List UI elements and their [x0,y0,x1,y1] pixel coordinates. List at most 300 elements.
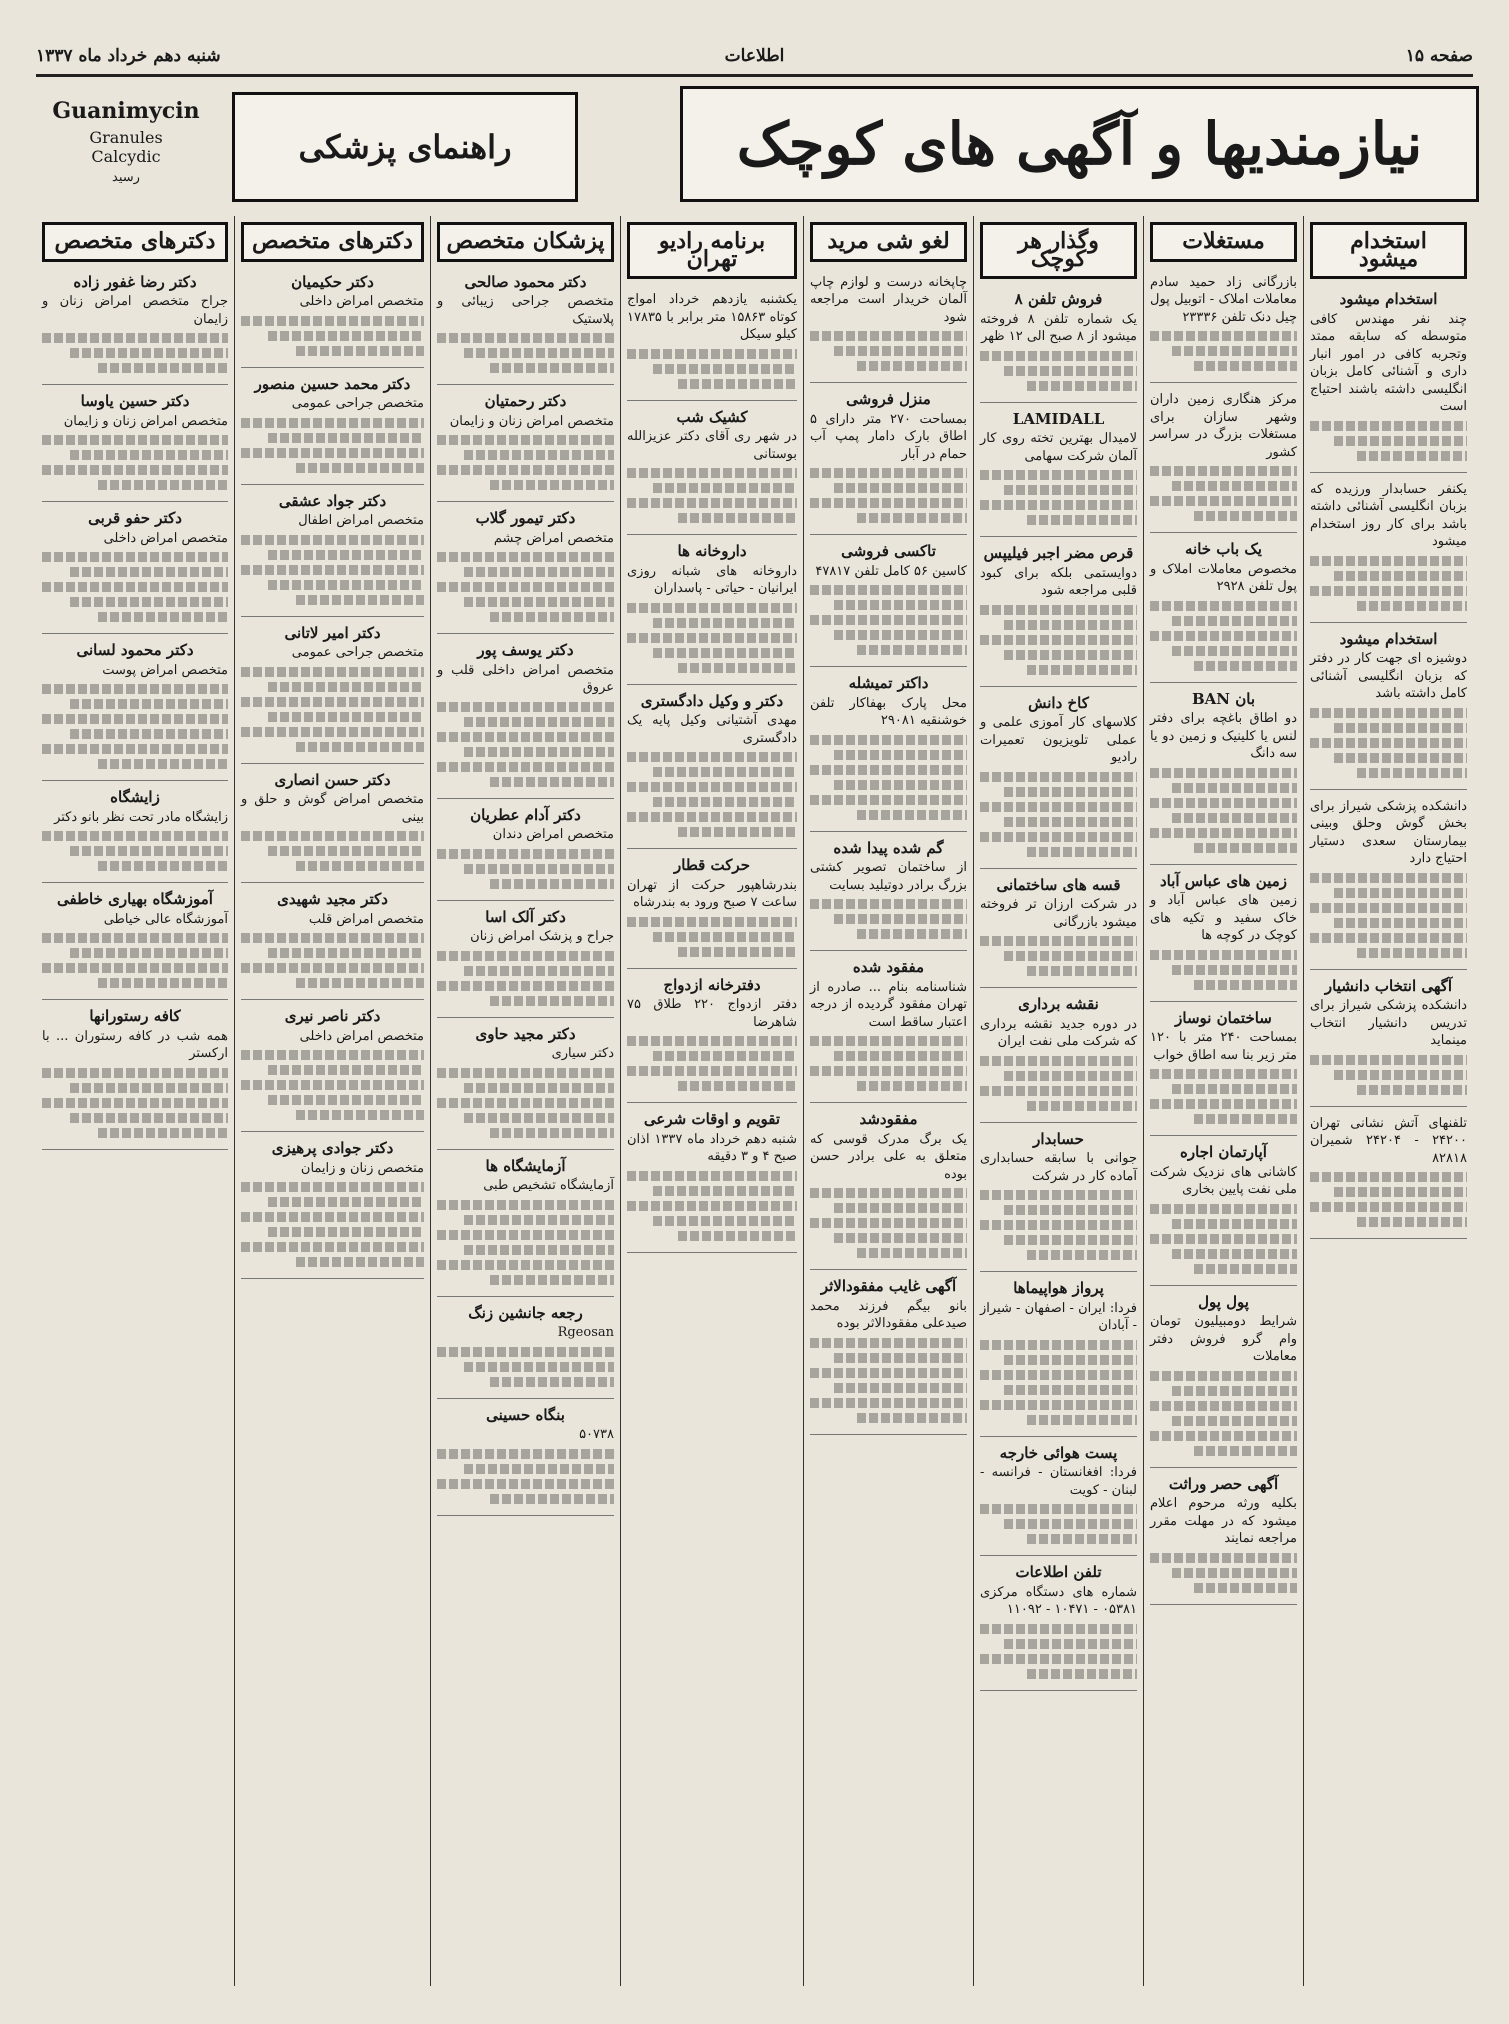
ad-text: مخصوص معاملات املاک و پول تلفن ۲۹۲۸ [1150,561,1297,594]
print-line [1172,1416,1297,1426]
classified-ad [980,1127,1137,1273]
ad-text: یکنفر حسابدار ورزیده که بزبان انگلیسی آشنائی داشته باشد برای کار روز استخدام میشود [1310,481,1467,549]
print-line [437,762,614,772]
print-line [810,795,967,805]
ad-title: بان BAN [1191,689,1255,708]
print-line [1357,1217,1467,1227]
print-line [241,1050,424,1060]
ad-text: متخصص جراحی عمومی [291,645,424,660]
print-line [653,648,798,658]
ad-title: فروش تلفن ۸ [1014,290,1103,308]
print-line [437,435,614,445]
print-line [980,832,1137,842]
print-line [653,1186,798,1196]
ad-title: دکتر حسن انصاری [274,770,391,789]
print-line [980,1654,1137,1664]
print-line [678,947,797,957]
print-line [1004,1355,1137,1365]
print-line [834,483,967,493]
print-line [857,1413,967,1423]
ad-title: قرص مضر اجبر فیلیپس [983,544,1134,562]
print-line [490,879,614,889]
ad-title: دفترخانه ازدواج [663,975,761,994]
classified-ad [627,287,797,401]
print-line [653,1216,798,1226]
print-line [464,1362,614,1372]
ad-title: کاخ دانش [1028,693,1089,712]
print-line [70,348,228,358]
print-line [268,1197,424,1207]
print-line [1150,601,1297,611]
print-line [1027,515,1137,525]
classified-ad [437,1022,614,1150]
print-line [98,978,228,988]
print-line [1334,571,1467,581]
ad-title: زمین های عباس آباد [1159,871,1288,890]
classified-ad [627,539,797,685]
ad-title: زایشگاه [110,788,160,806]
print-line [1357,601,1467,611]
print-line [437,465,614,475]
print-line [42,552,228,562]
print-line [437,1230,614,1240]
print-line [490,1494,614,1504]
print-line [1027,1534,1137,1544]
ad-text: متخصص امراض داخلی [103,530,228,546]
print-line [627,1201,797,1211]
classified-ad [42,270,228,386]
ad-title: دکتر حکیمیان [291,272,374,291]
ad-text: آزمایشگاه تشخیص طبی [483,1178,614,1193]
ad-list [627,287,797,1253]
classified-ad [1150,687,1297,865]
classified-ad [42,1004,228,1150]
print-line [437,951,614,961]
print-line [980,605,1137,615]
ad-text: متخصص امراض داخلی [299,1028,424,1044]
classified-ad [42,389,228,502]
newspaper-page [36,40,1473,2000]
print-line [1150,798,1297,808]
print-line [464,597,614,607]
print-line [437,333,614,343]
print-line [464,567,614,577]
ad-title: LAMIDALL [1012,409,1105,428]
ad-title: آزمایشگاه ها [485,1156,566,1175]
print-line [1150,1069,1297,1079]
print-line [980,1056,1137,1066]
print-line [1172,646,1297,656]
print-line [296,346,424,356]
print-line [98,612,228,622]
ad-title: ساختمان نوساز [1175,1008,1272,1027]
print-line [834,1051,967,1061]
ad-list [241,270,424,1280]
print-line [42,1098,228,1108]
print-line [653,364,798,374]
classified-ad [1150,869,1297,1002]
print-line [490,777,614,787]
ad-title: حسابدار [1033,1129,1084,1148]
print-line [1150,631,1297,641]
print-line [980,1400,1137,1410]
ad-title: پول پول [1198,1292,1249,1311]
print-line [980,500,1137,510]
print-line [1357,451,1467,461]
print-line [296,595,424,605]
print-line [980,772,1137,782]
print-line [268,846,424,856]
classified-ad [241,489,424,617]
print-line [810,1188,967,1198]
ad-title: آموزشگاه بهیاری خاطفی [57,890,213,908]
print-line [1172,783,1297,793]
print-line [1027,1101,1137,1111]
print-line [857,810,967,820]
print-line [241,667,424,677]
print-line [464,864,614,874]
print-line [464,966,614,976]
ad-text: شرایط دومبیلیون تومان وام گرو فروش دفتر معاملات [1150,1314,1297,1364]
ad-text: دفتر ازدواج ۲۲۰ طلاق ۷۵ شاهرضا [627,997,797,1030]
ad-text: شنبه دهم خرداد ماه ۱۳۳۷ اذان صبح ۴ و ۳ دقیقه [627,1131,797,1164]
section-heading: استخدام میشود [1310,222,1467,279]
logo-line-4: رسید [112,170,140,185]
ad-text: متخصص امراض داخلی [299,294,424,309]
print-line [1150,768,1297,778]
print-line [1172,616,1297,626]
print-line [1334,1187,1467,1197]
print-line [678,379,797,389]
print-line [678,663,797,673]
print-line [490,1377,614,1387]
print-line [1357,1085,1467,1095]
ad-title: حرکت قطار [674,856,750,874]
classified-ad [1310,627,1467,790]
print-line [810,899,967,909]
print-line [241,727,424,737]
classified-ad [980,287,1137,403]
classified-ad [810,671,967,832]
classified-ad [1310,287,1467,473]
ad-text: مهدی آشتیانی وکیل پایه یک دادگستری [627,713,797,746]
column-employment [1303,216,1473,1986]
section-heading: دکترهای متخصص [241,222,424,262]
print-line [810,1338,967,1348]
ad-text: چاپخانه درست و لوازم چاپ آلمان خریدار است مراجعه شود [810,274,967,325]
ad-title: گم شده پیدا شده [833,838,944,857]
ad-text: بانو بیگم فرزند محمد صیدعلی مفقودالاثر بوده [810,1298,967,1331]
classified-ad [241,621,424,764]
print-line [42,582,228,592]
print-line [1004,650,1137,660]
ad-title: نقشه برداری [1018,995,1099,1013]
ad-text: یک برگ مدرک قوسی که متعلق به علی برادر حسن بوده [810,1131,967,1182]
page-header [36,40,1473,77]
print-line [437,552,614,562]
print-line [1172,965,1297,975]
ad-text: کلاسهای کار آموزی علمی و عملی تلویزیون تعمیرات رادیو [980,715,1137,765]
print-line [437,732,614,742]
classified-ad [980,1276,1137,1437]
ad-text: دوایستمی بلکه برای کبود قلبی مراجعه شود [980,565,1137,598]
classified-ad [627,853,797,969]
ad-text: Rgeosan [557,1325,614,1340]
print-line [627,812,797,822]
print-line [70,729,228,739]
print-line [980,1370,1137,1380]
classified-ad [980,541,1137,687]
print-line [296,978,424,988]
classified-ad [980,992,1137,1123]
ad-text: متخصص زنان و زایمان [300,1160,424,1176]
print-line [268,712,424,722]
print-line [834,1233,967,1243]
print-line [268,331,424,341]
print-line [1004,1519,1137,1529]
medical-guide-box: راهنمای پزشکی [232,92,578,202]
classified-ad [1150,1140,1297,1286]
print-line [42,933,228,943]
print-line [834,630,967,640]
print-line [296,742,424,752]
ad-text: بازرگانی زاد حمید سادم معاملات املاک - اتوبیل پول چیل دنک تلفن ۲۳۳۳۶ [1150,274,1297,325]
ad-title: دکتر مجید حاوی [475,1024,576,1043]
classified-ad [241,768,424,884]
ad-title: قسه های ساختمانی [996,875,1121,894]
print-line [70,948,228,958]
ad-title: دکتر یوسف پور [477,641,574,659]
ad-list [810,270,967,1435]
print-line [810,1218,967,1228]
classified-ad [1150,537,1297,683]
logo-line-3: Calcydic [91,147,161,166]
column-sales [803,216,973,1986]
classified-ad [437,803,614,901]
print-line [1027,381,1137,391]
print-line [627,349,797,359]
print-line [98,363,228,373]
logo-line-2: Granules [89,128,163,147]
print-line [1150,1553,1297,1563]
ad-title: دکتر رضا غفور زاده [73,272,197,291]
print-line [1172,813,1297,823]
print-line [437,1260,614,1270]
classified-ad [42,638,228,781]
ad-list [42,270,228,1150]
classified-ad [627,1107,797,1253]
ad-text: متخصص امراض زنان و زایمان [63,413,228,429]
ad-text: تلفنهای آتش نشانی تهران ۲۴۲۰۰ - ۲۴۲۰۴ شمیران ۸۲۸۱۸ [1310,1115,1467,1166]
classified-ad [241,887,424,1000]
ad-title: پرواز هواپیماها [1013,1279,1104,1297]
print-line [1194,1114,1297,1124]
print-line [1150,1401,1297,1411]
print-line [1004,951,1137,961]
print-line [42,714,228,724]
print-line [464,1464,614,1474]
print-line [653,797,798,807]
print-line [1150,466,1297,476]
print-line [1004,1639,1137,1649]
ad-text: متخصص امراض زنان و زایمان [449,413,614,429]
ad-text: لامیدال بهترین تخته روی کار آلمان شرکت سهامی [980,431,1137,464]
print-line [42,1068,228,1078]
print-line [653,932,798,942]
print-line [1310,421,1467,431]
print-line [810,765,967,775]
classified-ad [1150,1290,1297,1468]
print-line [1150,1431,1297,1441]
print-line [834,780,967,790]
ad-title: آگهی حصر وراثت [1168,1474,1279,1493]
classified-ad [241,1004,424,1132]
print-line [834,346,967,356]
ad-text: آموزشگاه عالی خیاطی [103,911,228,927]
classified-ad [980,1441,1137,1557]
print-line [810,1036,967,1046]
print-line [241,535,424,545]
classified-ad [980,407,1137,538]
print-line [834,1353,967,1363]
classified-ad [437,905,614,1018]
print-line [1027,665,1137,675]
print-line [627,1171,797,1181]
ad-title: داروخانه ها [677,542,747,560]
classified-ad [627,405,797,536]
print-line [1004,787,1137,797]
pharma-logo [36,98,216,194]
print-line [70,567,228,577]
print-line [1310,1172,1467,1182]
print-line [810,585,967,595]
print-line [490,480,614,490]
ad-title: دکتر محمد حسین منصور [254,374,411,393]
print-line [241,448,424,458]
print-line [1150,496,1297,506]
print-line [810,498,967,508]
print-line [857,361,967,371]
print-line [1310,903,1467,913]
ad-text: جراح متخصص امراض زنان و زایمان [42,294,228,327]
print-line [1004,485,1137,495]
print-line [241,1182,424,1192]
ad-title: دکتر امیر لاتانی [284,623,381,642]
classified-ad [437,1403,614,1516]
print-line [1172,1084,1297,1094]
column-radio-program [620,216,803,1986]
ad-title: مفقود شده [852,958,925,976]
print-line [296,1110,424,1120]
classified-ad [42,887,228,1000]
print-line [1150,1371,1297,1381]
print-line [980,1190,1137,1200]
print-line [980,1086,1137,1096]
print-line [627,633,797,643]
print-line [268,1227,424,1237]
print-line [42,684,228,694]
print-line [437,1347,614,1357]
ad-title: دکتر ناصر نیری [284,1007,381,1025]
print-line [810,735,967,745]
print-line [437,981,614,991]
print-line [1310,556,1467,566]
print-line [464,1245,614,1255]
print-line [1172,1568,1297,1578]
print-line [98,861,228,871]
print-line [653,1051,798,1061]
print-line [810,1368,967,1378]
ad-text: دو اطاق باغچه برای دفتر لنس یا کلینیک و زمین دو یا سه دانگ [1150,711,1297,761]
print-line [857,1248,967,1258]
ad-title: دکتر حسین یاوسا [80,392,190,410]
classified-ad [437,638,614,799]
classified-ad [810,270,967,384]
ad-list [437,270,614,1516]
print-line [627,782,797,792]
ad-title: آگهی انتخاب دانشیار [1324,976,1453,995]
print-line [627,498,797,508]
print-line [1310,708,1467,718]
print-line [1004,1205,1137,1215]
section-heading: وگذار هر کوچک [980,222,1137,279]
print-line [241,565,424,575]
print-line [653,767,798,777]
print-line [1194,661,1297,671]
print-line [1004,366,1137,376]
print-line [490,1128,614,1138]
print-line [1357,948,1467,958]
print-line [1172,481,1297,491]
print-line [268,1065,424,1075]
ad-title: دکتر محمود لسانی [76,641,194,659]
print-line [1310,1055,1467,1065]
ad-title: تلفن اطلاعات [1015,1563,1102,1581]
section-heading: لغو شی مرید [810,222,967,262]
print-line [1310,586,1467,596]
print-line [1150,1234,1297,1244]
print-line [810,615,967,625]
print-line [241,316,424,326]
ad-title: آپارتمان اجاره [1180,1143,1267,1161]
print-line [1334,888,1467,898]
ad-list [980,287,1137,1691]
ad-text: متخصص جراحی عمومی [291,396,424,411]
classified-ad [1310,477,1467,623]
print-line [241,1212,424,1222]
ad-title: یک باب خانه [1185,540,1262,558]
ad-text: کاشانی های نزدیک شرکت ملی نفت پایین بخاری [1150,1164,1297,1197]
ad-text: دوشیزه ای جهت کار در دفتر که بزبان انگلیسی آشنائی کامل داشته باشد [1310,651,1467,701]
ad-text: از ساختمان تصویر کشتی بزرگ برادر دوتیلید بسایت [810,860,967,893]
print-line [268,550,424,560]
classified-ad [810,1107,967,1270]
ad-text: بندرشاهپور حرکت از تهران ساعت ۷ صبح ورود به بندرشاه [627,877,797,910]
paper-name: اطلاعات [724,46,785,66]
ad-text: داروخانه های شبانه روزی ایرانیان - حیاتی - پاسداران [627,563,797,596]
print-line [1004,1385,1137,1395]
ad-list [1310,287,1467,1239]
print-line [678,827,797,837]
print-line [810,1066,967,1076]
print-line [42,831,228,841]
print-line [1310,738,1467,748]
print-line [70,1113,228,1123]
print-line [464,747,614,757]
ad-title: داکتر تمیشله [848,674,929,692]
classified-ad [980,691,1137,869]
print-line [627,1066,797,1076]
